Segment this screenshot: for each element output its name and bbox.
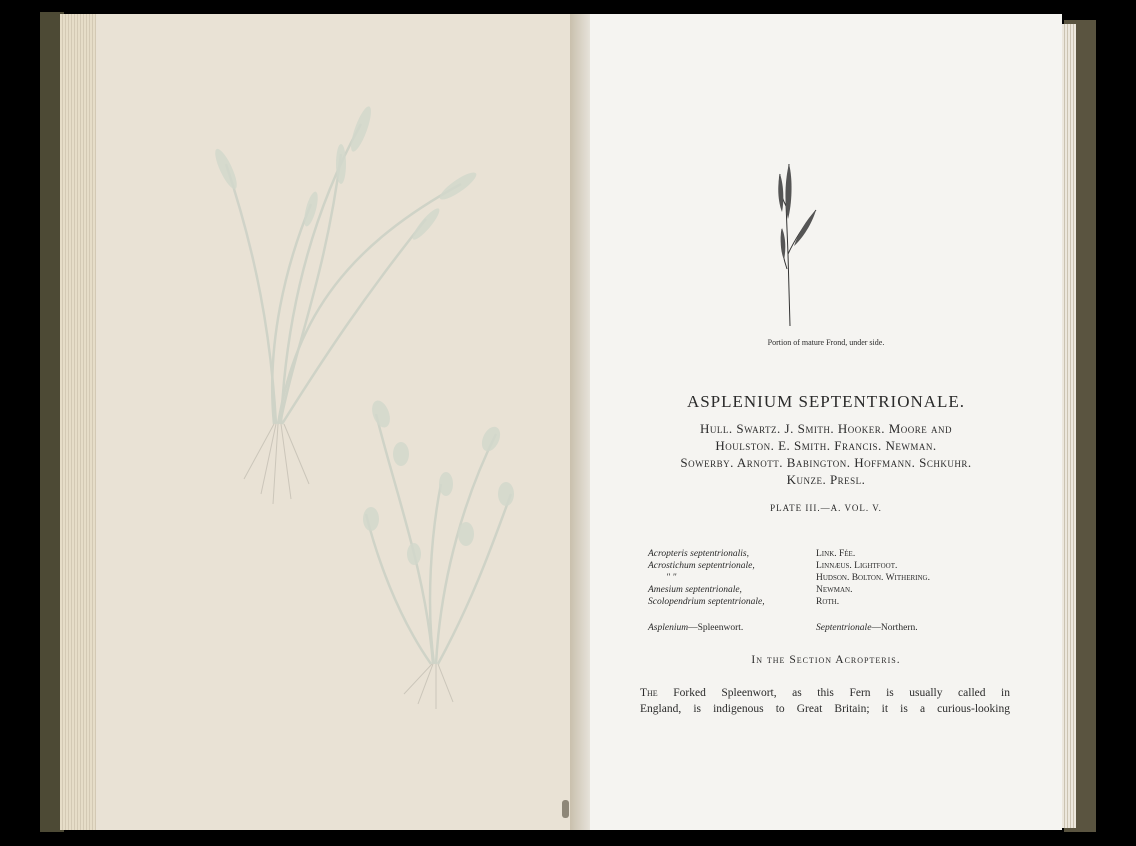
page-title: ASPLENIUM SEPTENTRIONALE.	[686, 392, 966, 411]
etymology-species	[816, 623, 918, 633]
body-line-text: Forked Spleenwort, as this Fern is usually called in	[657, 687, 1010, 699]
synonym-name: Scolopendrium septentrionale,	[648, 597, 765, 607]
section-heading: In the Section Acropteris.	[751, 654, 901, 666]
body-paragraph	[640, 685, 1010, 717]
synonym-authority: Newman.	[816, 585, 853, 595]
etymology-genus	[648, 623, 743, 633]
body-line: England, is indigenous to Great Britain; it is a curious-looking	[640, 703, 1010, 715]
body-lead-word: The	[640, 687, 658, 699]
frond-illustration	[590, 14, 1062, 344]
right-page	[590, 14, 1062, 830]
authorities-line: Kunze. Presl.	[786, 472, 866, 487]
authorities-list	[610, 420, 1042, 488]
body-line	[640, 685, 1010, 701]
synonym-authorities	[816, 548, 930, 608]
synonym-authority: Roth.	[816, 597, 840, 607]
authorities-line: Houlston. E. Smith. Francis. Newman.	[715, 438, 937, 453]
synonym-name: " "	[666, 573, 677, 583]
species-meaning: —Northern.	[871, 623, 918, 633]
genus-term: Asplenium	[648, 623, 689, 633]
genus-meaning: —Spleenwort.	[688, 623, 744, 633]
synonym-authority: Link. Fée.	[816, 549, 856, 559]
plate-reference: PLATE III.—A. VOL. V.	[770, 503, 882, 513]
figure-caption: Portion of mature Frond, under side.	[767, 338, 885, 347]
page-edges-right	[1062, 24, 1076, 828]
synonym-authority: Hudson. Bolton. Withering.	[816, 573, 930, 583]
synonym-name: Acropteris septentrionalis,	[648, 549, 749, 559]
synonym-name: Amesium septentrionale,	[648, 585, 742, 595]
synonym-authority: Linnæus. Lightfoot.	[816, 561, 898, 571]
authorities-line: Hull. Swartz. J. Smith. Hooker. Moore and	[699, 421, 953, 436]
authorities-line: Sowerby. Arnott. Babington. Hoffmann. Schkuhr.	[680, 455, 972, 470]
synonym-names	[648, 548, 765, 608]
left-page	[96, 14, 576, 830]
fern-illustration-showthrough	[96, 14, 576, 830]
species-term: Septentrionale	[816, 623, 872, 633]
synonym-name: Acrostichum septentrionale,	[648, 561, 755, 571]
bookmark-tab	[562, 800, 569, 818]
